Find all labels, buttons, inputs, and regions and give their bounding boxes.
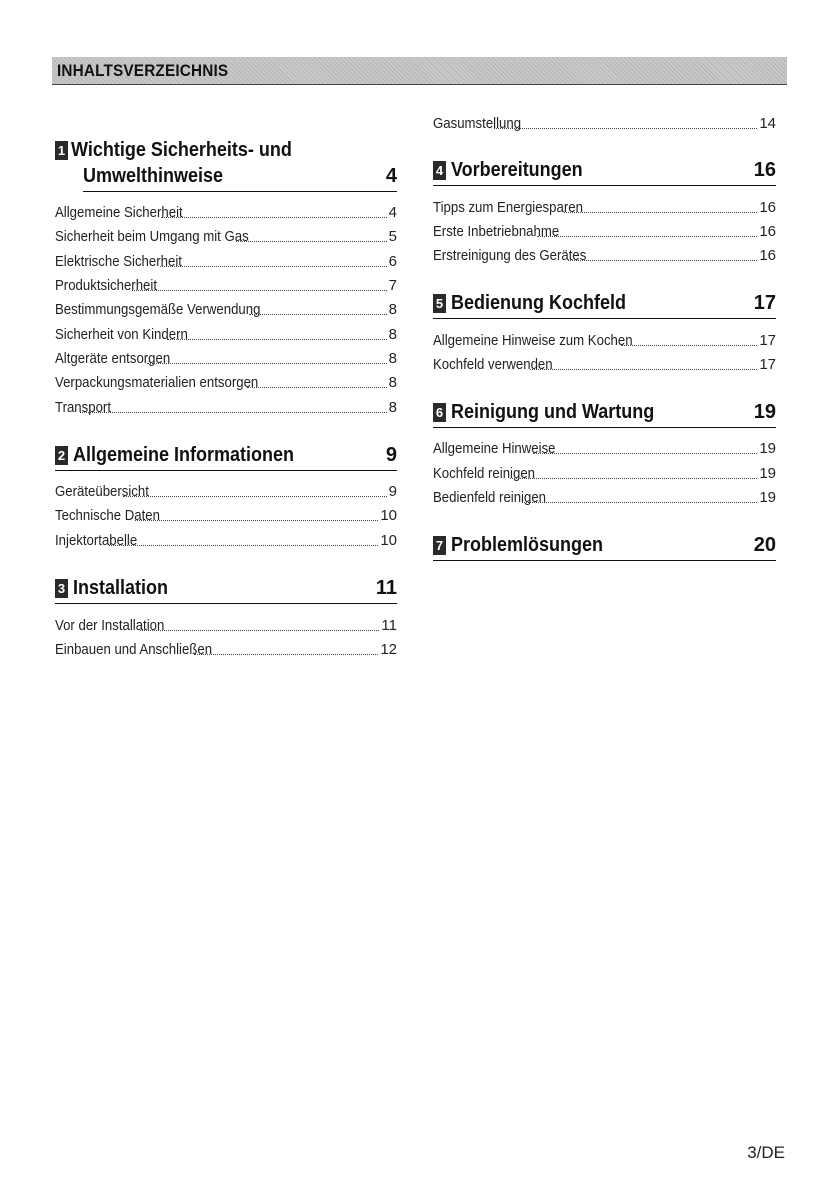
toc-entry[interactable]: Verpackungsmaterialien entsorgen 8 <box>55 374 397 391</box>
section-page: 20 <box>753 534 776 556</box>
section-number-badge: 6 <box>433 403 446 422</box>
section-page: 16 <box>753 159 776 181</box>
toc-entry[interactable]: Injektortabelle 10 <box>55 532 397 549</box>
section-title: Vorbereitungen <box>451 159 583 181</box>
section-title: Bedienung Kochfeld <box>451 292 627 314</box>
section-number-badge: 5 <box>433 294 446 313</box>
section-number-badge: 7 <box>433 536 446 555</box>
toc-section-6[interactable] <box>433 401 776 428</box>
toc-entry[interactable]: Sicherheit von Kindern 8 <box>55 326 397 343</box>
toc-entry[interactable]: Erstreinigung des Gerätes 16 <box>433 247 776 264</box>
toc-entry[interactable]: Allgemeine Hinweise 19 <box>433 440 776 457</box>
section-number-badge: 2 <box>55 446 68 465</box>
section-title: Problemlösungen <box>451 534 604 556</box>
section-page: 17 <box>753 292 776 314</box>
toc-entry[interactable]: Allgemeine Sicherheit 4 <box>55 204 397 221</box>
toc-entry[interactable]: Sicherheit beim Umgang mit Gas 5 <box>55 228 397 245</box>
toc-entry[interactable]: Erste Inbetriebnahme 16 <box>433 223 776 240</box>
toc-section-4[interactable] <box>433 159 776 186</box>
section-title: Installation <box>73 577 169 599</box>
toc-section-2[interactable] <box>55 444 397 471</box>
toc-title: INHALTSVERZEICHNIS <box>57 61 229 80</box>
section-title-line2: Umwelthinweise <box>83 165 224 187</box>
toc-entry[interactable]: Transport 8 <box>55 399 397 416</box>
section-page: 11 <box>375 577 397 599</box>
toc-entry[interactable]: Allgemeine Hinweise zum Kochen 17 <box>433 332 776 349</box>
section-number-badge: 4 <box>433 161 446 180</box>
section-page: 19 <box>753 401 776 423</box>
section-number-badge: 3 <box>55 579 68 598</box>
section-title: Allgemeine Informationen <box>73 444 295 466</box>
section-number-badge: 1 <box>55 141 68 160</box>
toc-entry[interactable]: Einbauen und Anschließen 12 <box>55 641 397 658</box>
toc-entry[interactable]: Elektrische Sicherheit 6 <box>55 253 397 270</box>
toc-section-1[interactable] <box>55 139 397 192</box>
section-page: 9 <box>385 444 397 466</box>
toc-entry[interactable]: Tipps zum Energiesparen 16 <box>433 199 776 216</box>
section-title: Reinigung und Wartung <box>451 401 655 423</box>
section-title: Wichtige Sicherheits- und <box>71 139 292 161</box>
page-number: 3/DE <box>747 1143 785 1162</box>
toc-entry[interactable]: Kochfeld reinigen 19 <box>433 465 776 482</box>
toc-section-5[interactable] <box>433 292 776 319</box>
toc-entry[interactable]: Bestimmungsgemäße Verwendung 8 <box>55 301 397 318</box>
toc-header-bar <box>52 57 787 85</box>
toc-entry[interactable]: Vor der Installation 11 <box>55 617 397 634</box>
toc-section-3[interactable] <box>55 577 397 604</box>
section-page: 4 <box>385 165 397 187</box>
toc-entry[interactable]: Bedienfeld reinigen 19 <box>433 489 776 506</box>
toc-entry[interactable]: Produktsicherheit 7 <box>55 277 397 294</box>
toc-section-7[interactable] <box>433 534 776 561</box>
toc-entry[interactable]: Technische Daten 10 <box>55 507 397 524</box>
toc-entry[interactable]: Geräteübersicht 9 <box>55 483 397 500</box>
toc-entry[interactable]: Altgeräte entsorgen 8 <box>55 350 397 367</box>
toc-entry[interactable]: Gasumstellung 14 <box>433 115 776 132</box>
toc-entry[interactable]: Kochfeld verwenden 17 <box>433 356 776 373</box>
